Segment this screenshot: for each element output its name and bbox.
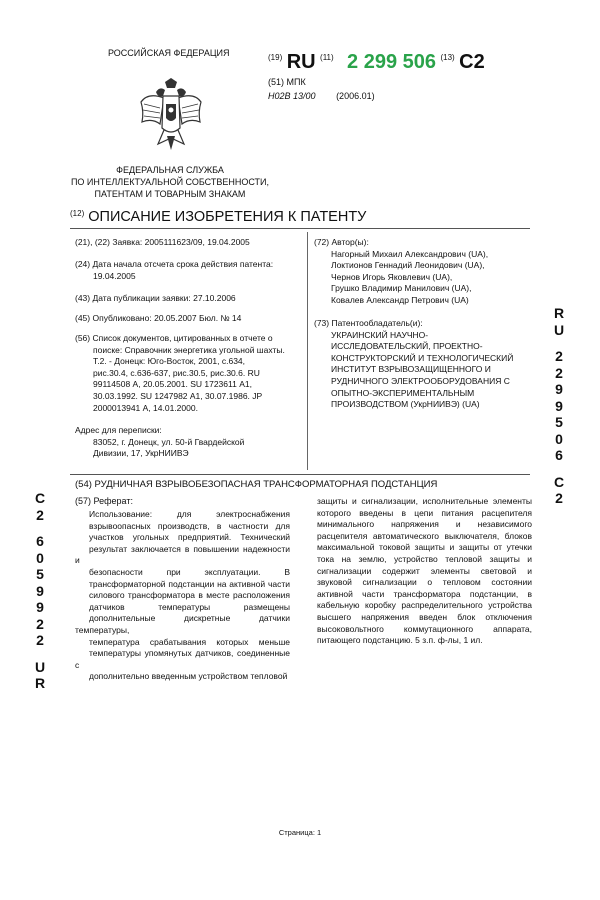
side-digit <box>551 338 567 348</box>
author-name: Локтионов Геннадий Леонидович (UA), <box>331 260 485 271</box>
field-24-value: 19.04.2005 <box>93 270 136 281</box>
abstract-line: тока на землю, устройство тепловой защиты и <box>317 553 532 564</box>
abstract-line: максимальной токовой защиты и защиты от утечки <box>317 542 532 553</box>
side-patent-number-left <box>32 490 48 692</box>
code-11: (11) <box>320 53 334 62</box>
abstract-line: температура срабатывания которых меньше <box>89 636 290 647</box>
abstract-line: минимального напряжения и независимого <box>317 519 532 530</box>
federation-label: РОССИЙСКАЯ ФЕДЕРАЦИЯ <box>108 48 230 58</box>
side-digit: 0 <box>36 549 44 566</box>
side-digit: 6 <box>36 533 44 549</box>
address-line: Дивизии, 17, УкрНИИВЭ <box>93 448 189 459</box>
side-digit <box>551 464 567 474</box>
patentee-line: ПРОИЗВОДСТВОМ (УкрНИИВЭ) (UA) <box>331 399 480 410</box>
author-name: Нагорный Михаил Александрович (UA), <box>331 248 489 259</box>
abstract-line: звуковой сигнализации о тепловом состоянии <box>317 577 532 588</box>
abstract-line: датчиков температуры размещены <box>89 601 290 612</box>
field-56-line: 2000013941 А, 14.01.2000. <box>93 402 198 413</box>
side-digit: 6 <box>555 447 563 463</box>
side-digit: 2 <box>36 615 44 632</box>
field-56-line: 99114508 А, 20.05.2001. SU 1723611 А1, <box>93 379 252 390</box>
side-digit: C <box>34 490 46 506</box>
column-divider <box>307 232 308 470</box>
field-56-line: Т.2. - Донецк: Юго-Восток, 2001, с.634, <box>93 356 246 367</box>
page-number: Страница: 1 <box>278 828 322 837</box>
abstract-line: Использование: для электроснабжения <box>89 509 290 519</box>
side-digit: R <box>553 305 565 321</box>
field-43-label: (43) Дата публикации заявки: <box>75 293 191 303</box>
side-digit: 9 <box>36 599 44 615</box>
abstract-line: дополнительно введенным устройством тепловой <box>89 671 288 682</box>
field-72-label: (72) Автор(ы): <box>314 237 369 247</box>
kind-code: C2 <box>459 51 485 73</box>
field-73 <box>314 318 539 411</box>
side-digit: 0 <box>555 430 563 447</box>
service-line: ФЕДЕРАЛЬНАЯ СЛУЖБА <box>116 165 224 175</box>
side-digit: 2 <box>555 490 563 506</box>
patent-number-line <box>268 51 485 74</box>
field-43 <box>75 293 300 305</box>
service-line: ПО ИНТЕЛЛЕКТУАЛЬНОЙ СОБСТВЕННОСТИ, <box>70 177 270 187</box>
field-56-line: (56) Список документов, цитированных в отчете о <box>75 333 273 343</box>
abstract-line: температуры упомянутых датчиков, соединенные с <box>75 648 290 670</box>
field-72 <box>314 237 539 307</box>
side-digit: U <box>553 321 565 338</box>
patentee-line: ОПЫТНО-ЭКСПЕРИМЕНТАЛЬНЫМ <box>331 387 475 398</box>
abstract-line: высшего напряжения введен блок отключения <box>317 611 532 622</box>
field-45-label: (45) Опубликовано: <box>75 313 152 323</box>
field-56-line: рис.30.4, с.636-637, рис.30.5, рис.30.6. RU <box>93 367 260 378</box>
field-21-label: (21), (22) Заявка: <box>75 237 143 247</box>
side-patent-number-right <box>551 305 567 507</box>
ipc-class-line <box>268 91 375 101</box>
coat-of-arms-emblem-icon <box>138 78 204 154</box>
side-digit: 9 <box>555 397 563 414</box>
side-digit: 9 <box>555 381 563 397</box>
address-line: 83052, г. Донецк, ул. 50-й Гвардейской <box>93 436 245 447</box>
abstract-line: результат заключается в повышении надежности и <box>75 543 290 566</box>
author-name: Чернов Игорь Яковлевич (UA), <box>331 271 453 282</box>
abstract-line: взрывоопасных производств, в частности для <box>89 520 290 531</box>
side-digit: U <box>34 658 46 675</box>
patentee-line: ИНСТИТУТ ВЗРЫВОЗАЩИЩЕННОГО И <box>331 364 491 375</box>
author-name: Грушко Владимир Манилович (UA), <box>331 283 472 294</box>
patentee-line: ИССЛЕДОВАТЕЛЬСКИЙ, ПРОЕКТНО- <box>331 341 483 352</box>
ipc-version: (2006.01) <box>336 91 375 101</box>
author-name: Ковалев Александр Петрович (UA) <box>331 294 469 305</box>
field-56-line: 30.03.1992. SU 1247982 А1, 30.07.1986. JP <box>93 390 263 401</box>
federal-service-name <box>60 164 280 200</box>
address-label: Адрес для переписки: <box>75 425 162 435</box>
field-45 <box>75 313 300 325</box>
abstract-line: которого введены в цепи питания расцепителя <box>317 507 532 518</box>
abstract-line: питающего подстанцию. 5 з.п. ф-лы, 1 ил. <box>317 635 483 646</box>
abstract-right-column <box>317 496 532 647</box>
patent-number: 2 299 506 <box>347 51 436 73</box>
abstract-heading: (57) Реферат: <box>75 496 133 506</box>
field-43-value: 27.10.2006 <box>193 293 236 303</box>
document-title-text: ОПИСАНИЕ ИЗОБРЕТЕНИЯ К ПАТЕНТУ <box>88 209 367 225</box>
section-divider <box>70 474 530 475</box>
abstract-line: дополнительные дискретные датчики температуры, <box>75 613 290 635</box>
code-19: (19) <box>268 53 283 62</box>
patentee-line: УКРАИНСКИЙ НАУЧНО- <box>331 329 429 340</box>
field-24-label: (24) Дата начала отсчета срока действия патента: <box>75 259 274 269</box>
abstract-line: безопасности при эксплуатации. В <box>89 566 290 577</box>
abstract-line: трансформаторной подстанции на активной части <box>89 578 290 589</box>
patentee-line: РУДНИЧНОГО ЭЛЕКТРООБОРУДОВАНИЯ С <box>331 375 510 386</box>
side-digit: 9 <box>36 582 44 599</box>
ipc-class: H02B 13/00 <box>268 91 316 101</box>
country-code: RU <box>286 51 316 73</box>
side-digit: 5 <box>555 414 563 430</box>
code-12: (12) <box>70 209 85 218</box>
side-digit: 2 <box>555 348 563 364</box>
side-digit: 2 <box>555 364 563 381</box>
correspondence-address <box>75 425 300 460</box>
abstract-line: силового трансформатора в месте расположения <box>89 590 290 601</box>
side-digit: 5 <box>36 566 44 582</box>
code-13: (13) <box>440 53 455 62</box>
field-56 <box>75 333 300 414</box>
side-digit: R <box>34 675 46 691</box>
field-21-value: 2005111623/09, 19.04.2005 <box>144 237 250 247</box>
field-73-label: (73) Патентообладатель(и): <box>314 318 423 328</box>
side-digit <box>32 649 48 659</box>
field-21 <box>75 237 300 249</box>
abstract-line: участков угольных предприятий. Технический <box>89 532 290 543</box>
abstract-line: расцепителя автоматического выключателя, блоков <box>317 530 532 541</box>
field-45-value: 20.05.2007 Бюл. № 14 <box>154 313 242 323</box>
field-56-line: поиске: Справочник энергетика угольной шахты. <box>93 344 285 355</box>
abstract-line: высоковольтного коммутационного аппарата, <box>317 623 532 634</box>
abstract-left-column <box>75 509 290 683</box>
patentee-line: КОНСТРУКТОРСКИЙ И ТЕХНОЛОГИЧЕСКИЙ <box>331 352 514 363</box>
invention-title: (54) РУДНИЧНАЯ ВЗРЫВОБЕЗОПАСНАЯ ТРАНСФОРМАТОРНАЯ ПОДСТАНЦИЯ <box>75 479 438 490</box>
abstract-line: активной части трансформатора подстанции, в <box>317 588 532 599</box>
field-24 <box>75 259 300 282</box>
abstract-line: кабельную коробку распределительного устройства <box>317 600 532 611</box>
side-digit <box>32 523 48 533</box>
side-digit: C <box>553 473 565 490</box>
abstract-line: защиты и сигнализации, исполнительные элементы <box>317 496 532 506</box>
service-line: ПАТЕНТАМ И ТОВАРНЫМ ЗНАКАМ <box>94 189 246 199</box>
title-divider <box>70 228 530 229</box>
ipc-label: (51) МПК <box>268 77 306 87</box>
abstract-line: сигнализации содержит элементы световой и <box>317 565 532 576</box>
document-title <box>70 209 366 225</box>
side-digit: 2 <box>36 632 44 648</box>
side-digit: 2 <box>36 506 44 523</box>
